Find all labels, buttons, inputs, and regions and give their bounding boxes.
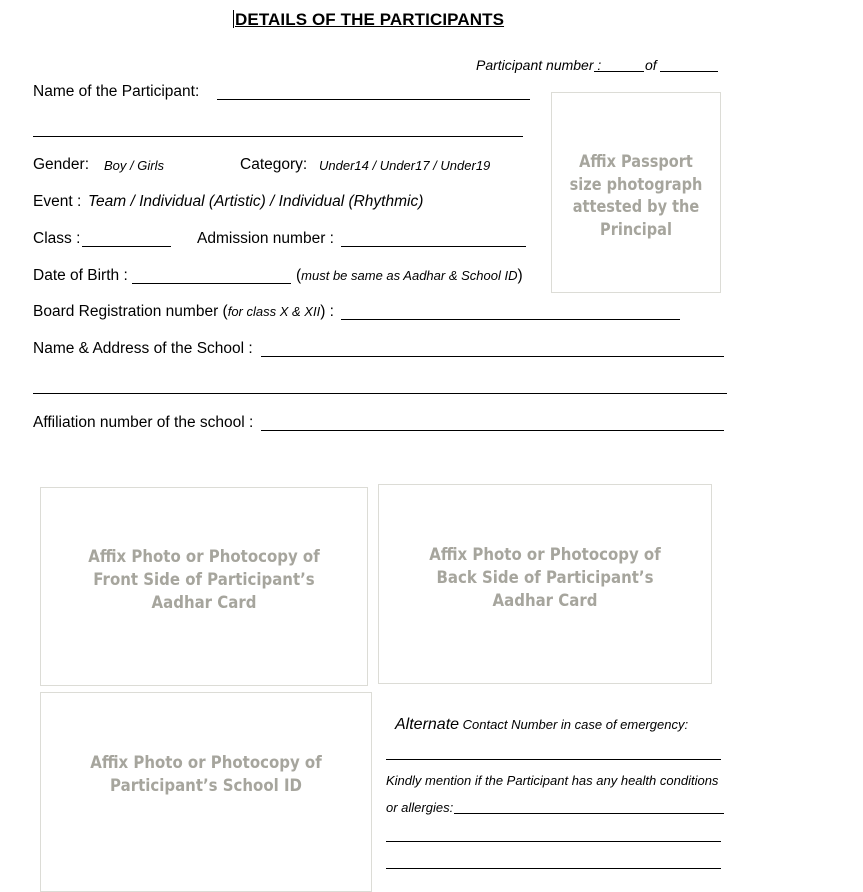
text-cursor [233,10,234,28]
school-id-placeholder: Affix Photo or Photocopy of Participant’s School ID [90,753,322,796]
participant-number-label: Participant number : [476,57,602,73]
emergency-contact-field[interactable] [386,759,721,760]
board-registration-label: Board Registration number (for class X & XII) : [33,303,334,320]
health-conditions-field[interactable] [454,813,724,814]
passport-photo-box[interactable] [551,92,721,293]
school-address-field-line-2[interactable] [33,393,727,394]
school-address-label: Name & Address of the School : [33,340,253,357]
health-conditions-field-line-2[interactable] [386,841,721,842]
dob-label: Date of Birth : [33,267,128,284]
school-address-field[interactable] [261,356,724,357]
health-conditions-label: Kindly mention if the Participant has any health conditions [386,773,719,788]
dob-field[interactable] [132,283,291,284]
event-options[interactable]: Team / Individual (Artistic) / Individual (Rhythmic) [88,193,424,210]
name-field-line-2[interactable] [33,136,523,137]
category-options[interactable]: Under14 / Under17 / Under19 [319,158,491,173]
health-conditions-field-line-3[interactable] [386,868,721,869]
gender-options[interactable]: Boy / Girls [104,158,164,173]
event-label: Event : [33,193,82,210]
allergies-label: or allergies: [386,800,454,815]
emergency-contact-label: Alternate Contact Number in case of emergency: [395,716,689,733]
affiliation-number-label: Affiliation number of the school : [33,414,254,431]
class-label: Class : [33,230,81,247]
affiliation-number-field[interactable] [261,430,724,431]
aadhar-front-box[interactable] [40,487,368,686]
school-id-box[interactable] [40,692,372,892]
page-title [233,10,504,30]
participant-number-of: of [645,57,657,73]
gender-label: Gender: [33,156,90,173]
aadhar-front-placeholder: Affix Photo or Photocopy of Front Side of Participant’s Aadhar Card [88,547,320,613]
participant-number-field[interactable] [594,71,644,72]
admission-number-label: Admission number : [197,230,334,247]
admission-number-field[interactable] [341,246,526,247]
name-label: Name of the Participant: [33,83,200,100]
participant-total-field[interactable] [660,71,718,72]
passport-photo-placeholder: Affix Passport size photograph attested by the Principal [569,152,703,239]
board-registration-field[interactable] [341,319,680,320]
aadhar-back-box[interactable] [378,484,712,684]
dob-note: (must be same as Aadhar & School ID) [296,267,523,284]
category-label: Category: [240,156,308,173]
page-title-text: DETAILS OF THE PARTICIPANTS [235,10,505,29]
aadhar-back-placeholder: Affix Photo or Photocopy of Back Side of Participant’s Aadhar Card [429,545,661,611]
name-field[interactable] [217,99,530,100]
class-field[interactable] [82,246,171,247]
